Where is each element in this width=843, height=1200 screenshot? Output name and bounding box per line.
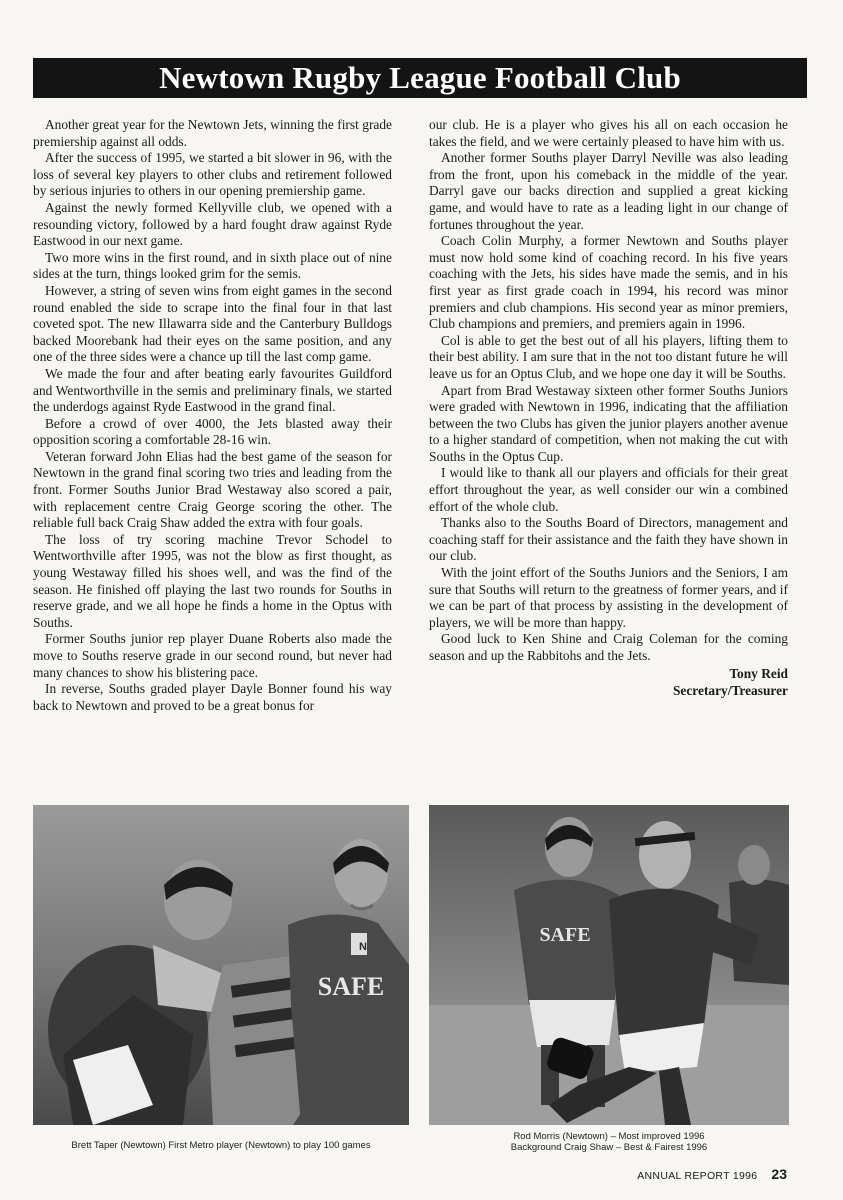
- page-number: 23: [771, 1166, 787, 1182]
- photo-caption-right: [429, 1131, 789, 1153]
- article-paragraph: Another great year for the Newtown Jets, winning the first grade premiership against all odds.: [33, 117, 392, 149]
- page-title: Newtown Rugby League Football Club: [33, 58, 807, 98]
- photo-caption-line: Background Craig Shaw – Best & Fairest 1996: [510, 1142, 708, 1153]
- article-column-left: [33, 117, 392, 714]
- jersey-sponsor-text: SAFE: [317, 972, 385, 1001]
- article-paragraph: Against the newly formed Kellyville club, we opened with a resounding victory, followed by a hard fought draw against Ryde Eastwood in our next game.: [33, 199, 392, 249]
- signature-name: Tony Reid: [729, 665, 788, 681]
- signature-role: Secretary/Treasurer: [672, 682, 788, 698]
- article-paragraph: Apart from Brad Westaway sixteen other former Souths Juniors were graded with Newtown in 1996, indicating that the affiliation between the two Clubs has given the junior players another avenue to a higher standard of competition, when not making the cut with Souths in the Optus Cup.: [429, 382, 788, 464]
- article-paragraph: Coach Colin Murphy, a former Newtown and Souths player must now hold some kind of coaching record. In his five years coaching with the Jets, his sides have made the semis, and in his first year as first grade coach in 1994, his record was minor premiers and club champions. His second year as minor premiers, Club champions and premiers, and premiers again in 1996.: [429, 233, 788, 332]
- article-paragraph: We made the four and after beating early favourites Guildford and Wentworthville in the semis and preliminary finals, we started the underdogs against Ryde Eastwood in the grand final.: [33, 365, 392, 415]
- svg-text:N: N: [359, 941, 367, 953]
- article-paragraph: After the success of 1995, we started a bit slower in 96, with the loss of several key players to other clubs and retirement followed by serious injuries to others in our opening premiership game.: [33, 150, 392, 199]
- article-paragraph: In reverse, Souths graded player Dayle Bonner found his way back to Newtown and proved to be a great bonus for: [33, 681, 392, 713]
- article-paragraph: However, a string of seven wins from eight games in the second round enabled the side to scrape into the final four in that last coveted spot. The new Illawarra side and the Canterbury Bulldogs backed Moorebank had their eyes on the same position, and any one of the three sides were a chance up till the last comp game.: [33, 282, 392, 365]
- signature-block: [429, 665, 788, 699]
- page-footer: [637, 1166, 787, 1182]
- photo-caption-left: Brett Taper (Newtown) First Metro player (Newtown) to play 100 games: [71, 1140, 371, 1151]
- article-paragraph: The loss of try scoring machine Trevor Schodel to Wentworthville after 1995, was not the blow as first thought, as young Westaway filled his shoes well, and was the find of the season. He finished off playing the last two rounds for Souths in reserve grade, and we all hope he finds a home in the Optus with Souths.: [33, 531, 392, 630]
- photo-tackle: [33, 805, 409, 1125]
- article-paragraph-continuation: our club. He is a player who gives his all on each occasion he takes the field, and we were certainly pleased to have him with us.: [429, 117, 788, 149]
- article-column-right: [429, 117, 788, 699]
- article-paragraph: I would like to thank all our players and officials for their great effort throughout the year, as well consider our win a combined effort of the whole club.: [429, 465, 788, 514]
- article-paragraph: Two more wins in the first round, and in sixth place out of nine sides at the turn, things looked grim for the semis.: [33, 249, 392, 282]
- article-paragraph: Col is able to get the best out of all his players, lifting them to their best ability. I am sure that in the not too distant future he will leave us for an Optus Club, and we hope one day it will be Souths.: [429, 332, 788, 381]
- article-paragraph: Former Souths junior rep player Duane Roberts also made the move to Souths reserve grade in our second round, but never had many chances to show his blistering pace.: [33, 631, 392, 680]
- article-paragraph: Good luck to Ken Shine and Craig Coleman for the coming season and up the Rabbitohs and the Jets.: [429, 631, 788, 663]
- article-paragraph: Another former Souths player Darryl Neville was also leading from the front, upon his comeback in the middle of the year. Darryl gave our backs direction and supplied a great kicking game, and would have to rate as a leading light in our change of fortunes throughout the year.: [429, 150, 788, 232]
- article-paragraph: Thanks also to the Souths Board of Directors, management and coaching staff for their assistance and the faith they have shown in our club.: [429, 515, 788, 564]
- article-paragraph: Veteran forward John Elias had the best game of the season for Newtown in the grand final scoring two tries and leading from the front. Former Souths Junior Brad Westaway also scored a pair, with replacement centre Craig George scoring the other. The reliable full back Craig Shaw added the extra with four goals.: [33, 448, 392, 531]
- jersey-sponsor-text: SAFE: [539, 924, 591, 946]
- photo-caption-line: Rod Morris (Newtown) – Most improved 1996: [513, 1131, 705, 1142]
- photo-runner: [429, 805, 789, 1125]
- article-paragraph: Before a crowd of over 4000, the Jets blasted away their opposition scoring a comfortable 28-16 win.: [33, 415, 392, 448]
- article-paragraph: With the joint effort of the Souths Juniors and the Seniors, I am sure that Souths will return to the greatness of former years, and if we can be part of that process by assisting in the development of players, we will be more than happy.: [429, 565, 788, 630]
- footer-label: ANNUAL REPORT 1996: [637, 1170, 758, 1182]
